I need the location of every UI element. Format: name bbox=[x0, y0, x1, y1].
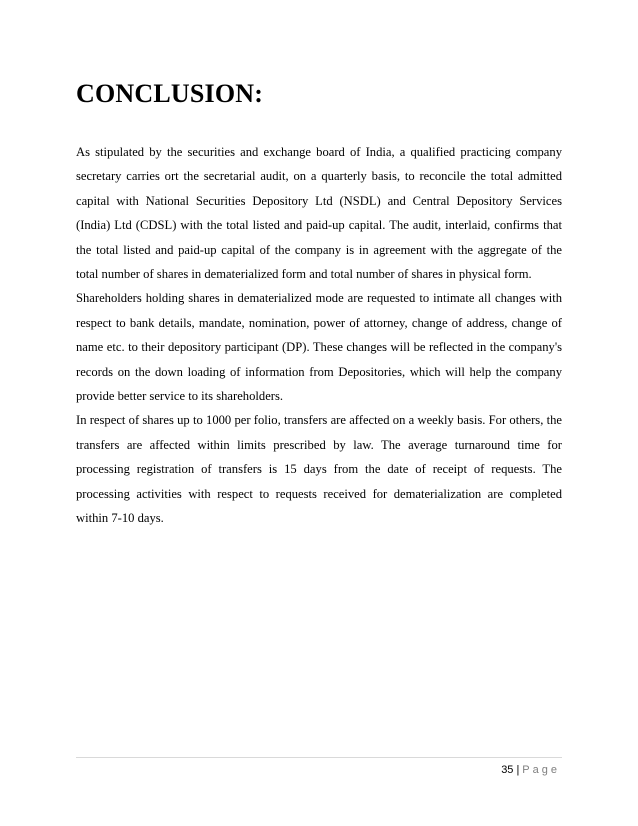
footer-divider bbox=[76, 757, 562, 758]
paragraph-reconciliation-audit: As stipulated by the securities and exchange board of India, a qualified practicing company secretary carries ort the secretarial audit, on a quarterly basis, to reconcile the total admitted capital with National Securities Depository Ltd (NSDL) and Central Depository Services (India) Ltd (CDSL) with the total listed and paid-up capital. The audit, interlaid, confirms that the total listed and paid-up capital of the company is in agreement with the aggregate of the total number of shares in dematerialized form and total number of shares in physical form. bbox=[76, 145, 562, 282]
page-label: Page bbox=[522, 764, 560, 776]
paragraph-share-transfers: In respect of shares up to 1000 per folio, transfers are affected on a weekly basis. For others, the transfers are affected within limits prescribed by law. The average turnaround time for processing registration of transfers is 15 days from the date of receipt of requests. The processing activities with respect to requests received for dematerialization are completed within 7-10 days. bbox=[76, 413, 562, 526]
page-number: 35 bbox=[501, 764, 514, 776]
page-title: CONCLUSION: bbox=[76, 79, 264, 108]
page-footer bbox=[501, 764, 560, 776]
body-text bbox=[76, 140, 562, 531]
paragraph-shareholder-changes: Shareholders holding shares in dematerialized mode are requested to intimate all changes with respect to bank details, mandate, nomination, power of attorney, change of address, change of name etc. to their depository participant (DP). These changes will be reflected in the company's records on the down loading of information from Depositories, which will help the company provide better service to its shareholders. bbox=[76, 291, 562, 404]
page-number-separator: | bbox=[516, 764, 520, 776]
